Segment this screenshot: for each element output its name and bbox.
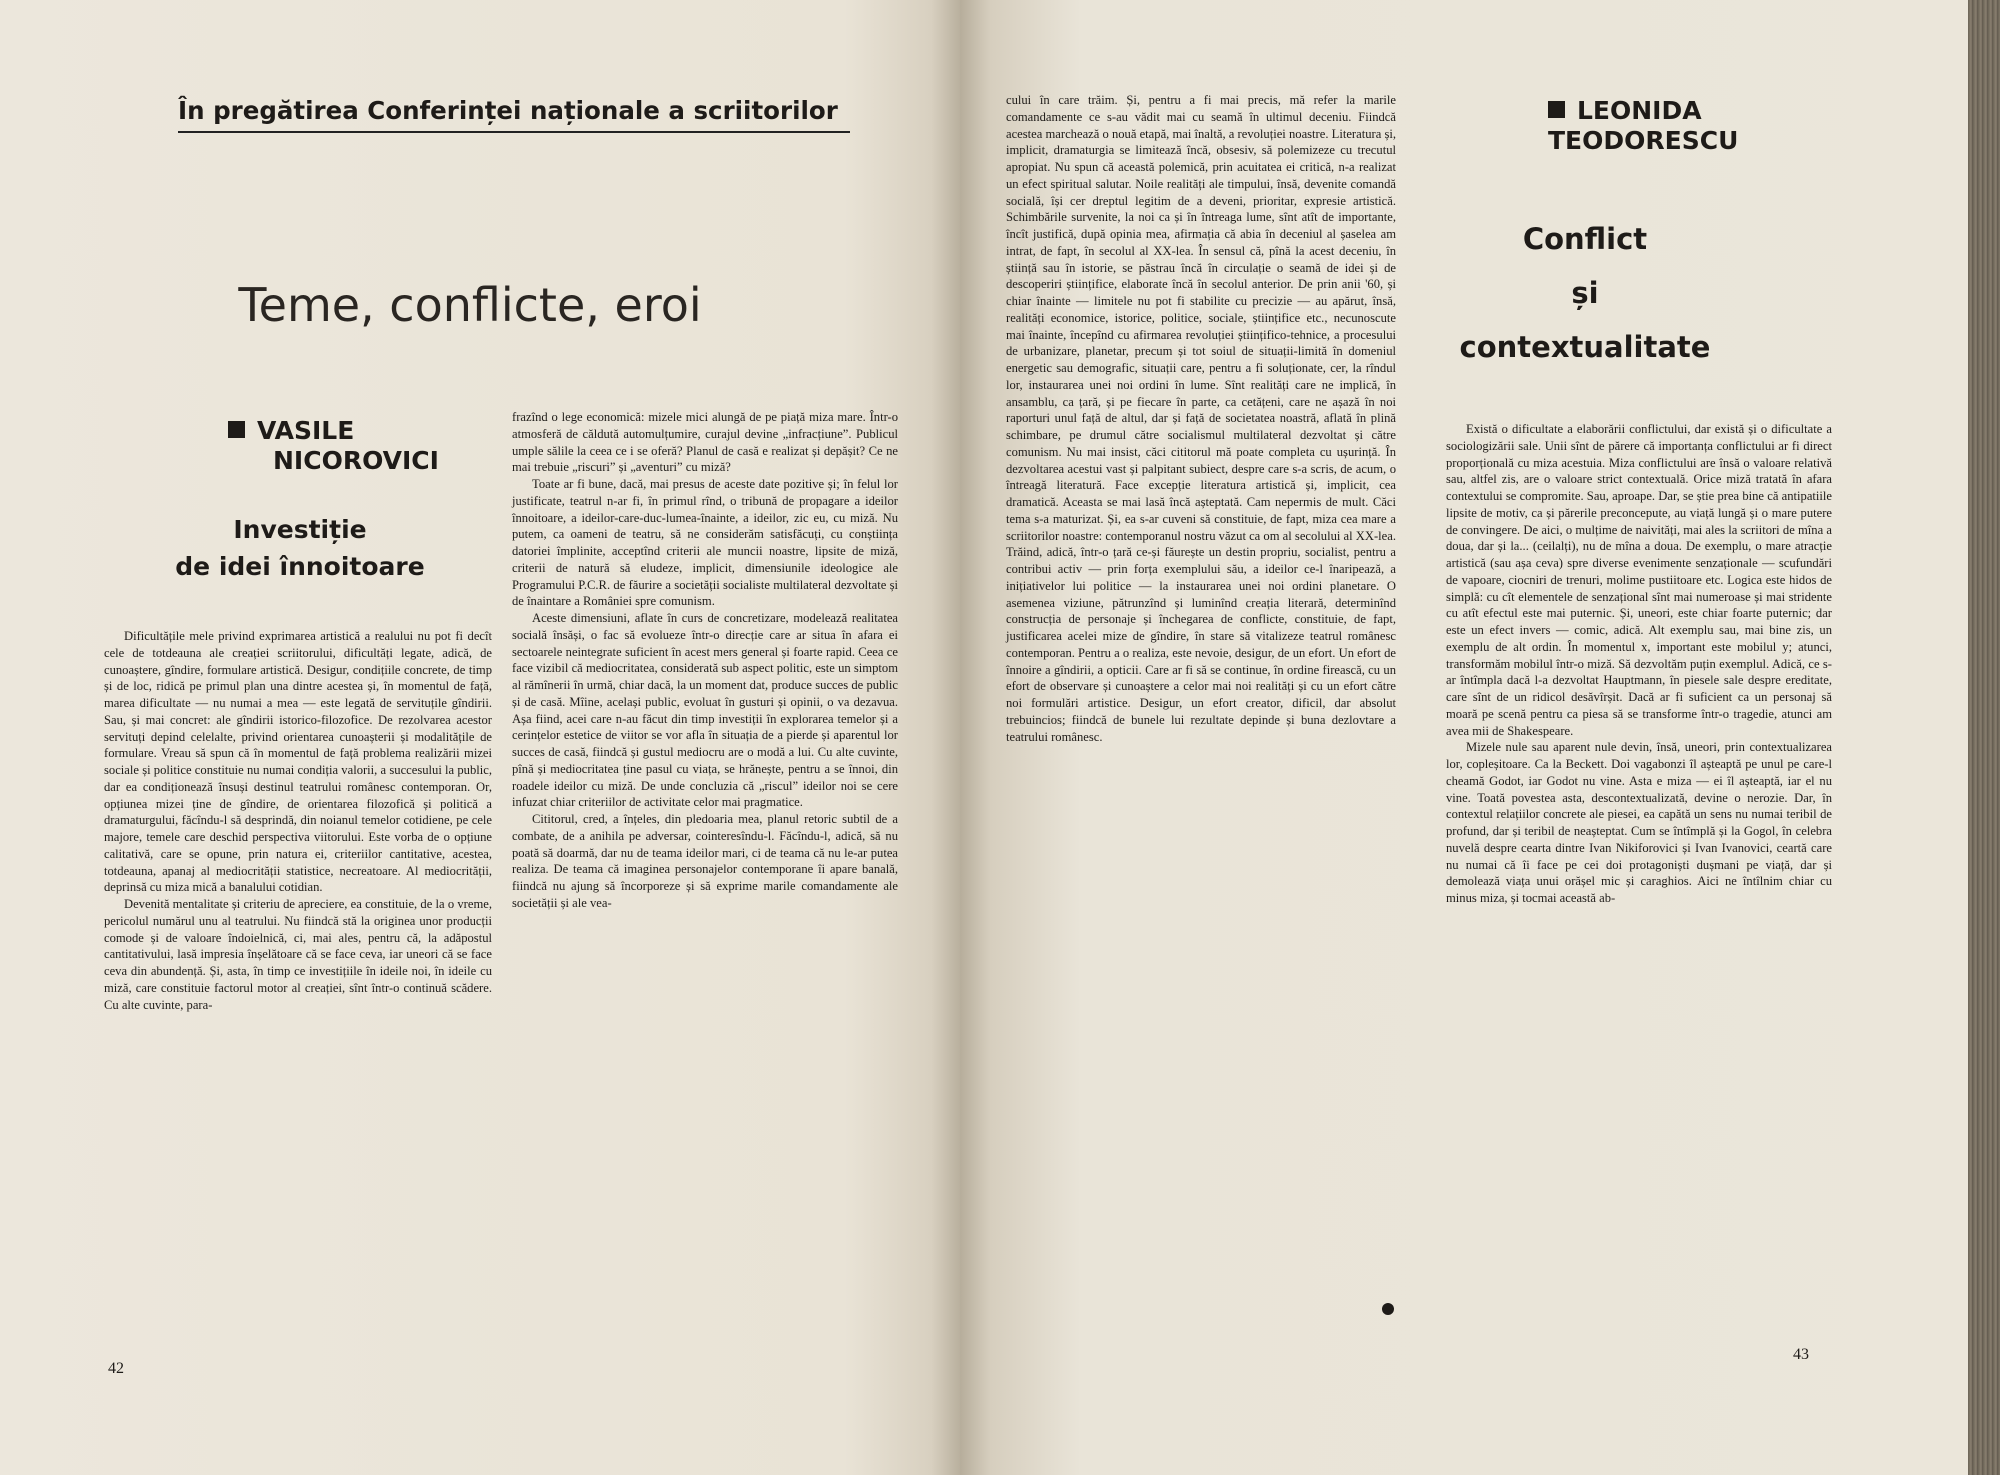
paragraph: frazînd o lege economică: mizele mici alungă de pe piață miza mare. Într-o atmosferă de căldută automulțumire, curajul devine „infracțiune”. Publicul umple sălile la ceea ce i se oferă? Planul de casă e realizat și depășit? Ce ne mai trebuie „riscuri” și „aventuri” cu miză? [512, 410, 898, 475]
author-name [228, 416, 439, 476]
author-line2: TEODORESCU [1548, 126, 1739, 155]
author-line1: VASILE [257, 416, 355, 445]
subtitle-line1: Investiție [233, 515, 367, 544]
left-page [0, 0, 960, 1475]
author-name-right [1548, 96, 1738, 156]
paragraph: Toate ar fi bune, dacă, mai presus de aceste date pozitive și; în felul lor justificate, teatrul n-ar fi, în primul rînd, o tribună de propagare a ideilor înnoitoare, a ideilor-care-duc-lumea-înainte, a ideilor, zic eu, cu miză. Nu putem, ca oameni de teatru, să ne considerăm satisfăcuți, cu conștiința datoriei împlinite, acceptînd criterii ale muncii noastre, lipsite de miză, criterii de natură să eludeze, implicit, dimensiunile ideologice ale Programului P.C.R. de făurire a societății socialiste multilateral dezvoltate și de înaintare a României spre comunism. [512, 477, 898, 609]
right-page [960, 0, 1968, 1475]
paragraph: Cititorul, cred, a înțeles, din pledoaria mea, planul retoric subtil de a combate, de a anihila pe adversar, cointeresîndu-l. Făcîndu-l, adică, să nu poată să doarmă, dar nu de teama ideilor mari, ci de teama că nu le-ar putea realiza. De teama că imaginea personajelor contemporane îi apare banală, fiindcă nu ajung să încorporeze și să exprime marile comandamente ale societății și ale vea- [512, 812, 898, 910]
paragraph: Există o dificultate a elaborării conflictului, dar există și o dificultate a sociologizării sale. Unii sînt de părere că importanța conflictului ar fi direct proporțională cu miza acestuia. Miza conflictului are însă o valoare relativă sau, altfel zis, are o valoare strict contextuală. Orice miză tratată în afara contextului se compromite. Sau, aproape. Dar, se știe prea bine că antipatiile lipsite de motiv, ca și părerile preconcepute, au viață lungă și o mare putere de convingere. De aici, o mulțime de naivități, mai ales la scriitori de mîna a doua, dar și la... (ceilalți), nu de mîna a doua. De exemplu, o mare atracție artistică (sau așa ceva) spre diverse evenimente senzaționale — scufundări de vapoare, ciocniri de trenuri, molime pustiitoare etc. Logica este hidos de simplă: cu cît elementele de senzațional sînt mai numeroase și mai stridente cu atît efectul este mai puternic. Și, uneori, este chiar foarte puternic; dar este un efect invers — comic, adică. Alt exemplu sau, mai bine zis, un exemplu de alt ordin. În momentul x, important este mobilul y; atunci, transformăm mobilul într-o miză. Să dezvoltăm puțin exemplul. Adică, ce s-ar întîmpla dacă l-a dezvoltat Hauptmann, în piesele sale despre ereditate, care sînt de un ridicol desăvîrșit. Dacă ar fi suficient ca un personaj să moară pe scenă pentru ca piesa să se transforme într-o tragedie, atunci am avea mii de Shakespeare. [1446, 422, 1832, 738]
book-edge [1968, 0, 2000, 1475]
square-bullet-icon [1548, 101, 1565, 118]
subtitle [160, 511, 440, 585]
left-column-2 [512, 409, 898, 912]
paragraph: cului în care trăim. Și, pentru a fi mai precis, mă refer la marile comandamente ce s-au vădit mai cu seamă în ultimul deceniu. Fiindcă acestea marchează o nouă etapă, mai înaltă, a revoluției noastre. Literatura și, implicit, dramaturgia se limitează încă, obsesiv, să polemizeze cu trecutul apropiat. Nu spun că această polemică, prin acuitatea ei critică, n-a realizat un efect spiritual salutar. Noile realități ale timpului, însă, devenite comandă socială, își cer dreptul legitim de a deveni, prioritar, expresie artistică. Schimbările survenite, la noi ca și în întreaga lume, sînt atît de importante, încît justifică, după opinia mea, afirmația că abia în deceniul al șaselea am intrat, de fapt, în secolul al XX-lea. În sensul că, pînă la acest deceniu, în știință sau în istorie, se păstrau încă în circulație o seamă de idei și de descoperiri științifice, elaborate încă în secolul anterior. De prin anii '60, și chiar înainte — limitele nu pot fi stabilite cu precizie — au apărut, însă, realități economice, istorice, politice, sociale, științifice etc., necunoscute mai înainte, începînd cu afirmarea revoluției științifico-tehnice, a procesului de urbanizare, planetar, precum și tot soiul de situații-limită în domeniul energetic sau demografic, situații care, pentru a fi soluționate, cer, la rîndul lor, instaurarea unei noi ordini în lume. Sînt realități care ne implică, în ansamblu, ca țară, și pe fiecare în parte, ca cetățeni, care ne așază în noi raporturi unul față de altul, dar și față de societatea noastră, aflată în plină schimbare, pe drumul către socialismul multilateral dezvoltat și către comunism. Nu mai insist, căci cititorul mă poate completa cu ușurință. În dezvoltarea acestui vast și palpitant subiect, despre care s-a scris, de acum, o întreagă literatură. Face excepție literatura artistică și, implicit, cea dramatică. Aceasta se mai lasă încă așteptată. Cam nepermis de mult. Căci tema s-a maturizat. Și, ea s-ar cuveni să constituie, de fapt, miza cea mare a scriitorilor noastre: contemporanul nostru văzut ca om al secolului al XX-lea. Trăind, adică, într-o țară ce-și făurește un destin propriu, socialist, pentru a contribui activ — prin forța exemplului său, a ideilor ce-l înaripează, a inițiativelor lui politice — la instaurarea unei noi ordini planetare. O asemenea viziune, pătrunzînd și luminînd creația literară, determinînd construcția de personaje și închegarea de conflicte, constituie, de fapt, justificarea acelei mize de gîndire, în stare să vitalizeze teatrul românesc contemporan. Pentru a o realiza, este nevoie, desigur, de un efort. Un efort de înnoire a gîndirii, a opticii. Care ar fi să se continue, în ordine firească, cu un efort de observare și cunoaștere a celor mai noi realități și cu un efort către noi formulări artistice. Desigur, un efort creator, dificil, dar absolut trebuincios; fiindcă de bunele lui rezultate depinde și buna dezlovtare a teatrului românesc. [1006, 93, 1396, 744]
paragraph: Aceste dimensiuni, aflate în curs de concretizare, modelează realitatea socială însăși, o fac să evolueze într-o direcție care ar situa în afara ei sectoarele neintegrate suficient în acest mers general și foarte rapid. Ceea ce face vizibil că mediocritatea, considerată sub aspect politic, este un simptom al rămînerii în urmă, chiar dacă, la un moment dat, produce succes de public și de casă. Mîine, același public, evoluat în gusturi și opinii, o va dezavua. Așa fiind, acei care n-au făcut din timp investiții în explorarea temelor și a cerințelor estetice de viitor se vor afla în situația de a pierde și aparentul lor succes de casă, fiindcă și gustul mediocru are o modă a lui. Cu alte cuvinte, pînă și mediocritatea ține pasul cu viața, se hrănește, pentru a se înnoi, din roadele ideilor cu miză. De unde concluzia că „riscul” ideilor noi se cere infuzat chiar criteriilor de activitate celor mai pragmatice. [512, 611, 898, 810]
article-title-right [1440, 212, 1730, 374]
end-mark-icon [1382, 1303, 1394, 1315]
left-column-1 [104, 628, 492, 1013]
title-line2: și [1571, 276, 1599, 310]
right-column-2 [1446, 421, 1832, 907]
running-head: În pregătirea Conferinței naționale a scriitorilor [178, 96, 850, 133]
author-line1: LEONIDA [1577, 96, 1702, 125]
author-line2: NICOROVICI [273, 446, 439, 475]
paragraph: Devenită mentalitate și criteriu de apreciere, ea constituie, de la o vreme, pericolul numărul unu al teatrului. Nu fiindcă stă la originea unor producții comode și de valoare îndoielnică, ci, mai ales, pentru că, la adăpostul cantitativului, lasă impresia înșelătoare că se face ceva, iar uneori că se face ceva din abundență. Și, asta, în timp ce investițiile în ideile noi, în ideile cu miză, care constituie factorul motor al creației, sînt într-o continuă scădere. Cu alte cuvinte, para- [104, 897, 492, 1012]
square-bullet-icon [228, 421, 245, 438]
article-title: Teme, conflicte, eroi [238, 278, 702, 332]
right-column-1 [1006, 92, 1396, 745]
title-line1: Conflict [1522, 222, 1648, 256]
title-line3: contextualitate [1459, 330, 1711, 364]
page-number-right: 43 [1793, 1346, 1809, 1363]
paragraph: Mizele nule sau aparent nule devin, însă, uneori, prin contextualizarea lor, copleșitoare. Ca la Beckett. Doi vagabonzi îl așteaptă pe unul pe care-l cheamă Godot, iar Godot nu vine. Asta e miza — ei îl așteaptă, iar el nu vine. Toată povestea asta, descontextualizată, devine o nerozie. Dar, în contextul relațiilor concrete ale piesei, ea capătă un sens nu numai teribil de profund, dar și teribil de neașteptat. Cum se întîmplă și la Gogol, în celebra nuvelă despre cearta dintre Ivan Nikiforovici și Ivan Ivanovici, ceartă care nu numai că îi face pe cei doi protagoniști dușmani pe viață, dar și demolează viața unui orășel mic și caraghios. Aici ne întîlnim chiar cu minus miza, și tocmai această ab- [1446, 740, 1832, 905]
subtitle-line2: de idei înnoitoare [175, 552, 425, 581]
page-number-left: 42 [108, 1360, 124, 1377]
paragraph: Dificultățile mele privind exprimarea artistică a realului nu pot fi decît cele de totdeauna ale creației scriitorului, dificultăți legate, adică, de cunoaștere, gîndire, formulare artistică. Desigur, condițiile concrete, de timp și de loc, ridică pe primul plan una dintre acestea și, în momentul de față, marea dificultate — nu numai a mea — este legată de servituțile gîndirii. Sau, și mai concret: ale gîndirii istorico-filozofice. De rezolvarea acestor servituți depind celelalte, privind orientarea cunoașterii și modalitățile de formulare. Vreau să spun că în momentul de față problema realizării mizei sociale și politice constituie nu numai condiția valorii, a succesului la public, dar ea condiționează însuși destinul teatrului românesc contemporan. Or, opțiunea mizei ține de gîndire, de orientarea filozofică și politică a dramaturgului, făcîndu-l să desprindă, din noianul temelor cotidiene, pe cele majore, temele care deschid perspectiva viitorului. Este vorba de o opțiune calitativă, care se opune, prin natura ei, criteriilor cantitative, acestea, totdeauna, apanaj al mediocrității statistice, necreatoare. Al mediocrității, deprinsă cu miza mică a banalului cotidian. [104, 629, 492, 895]
